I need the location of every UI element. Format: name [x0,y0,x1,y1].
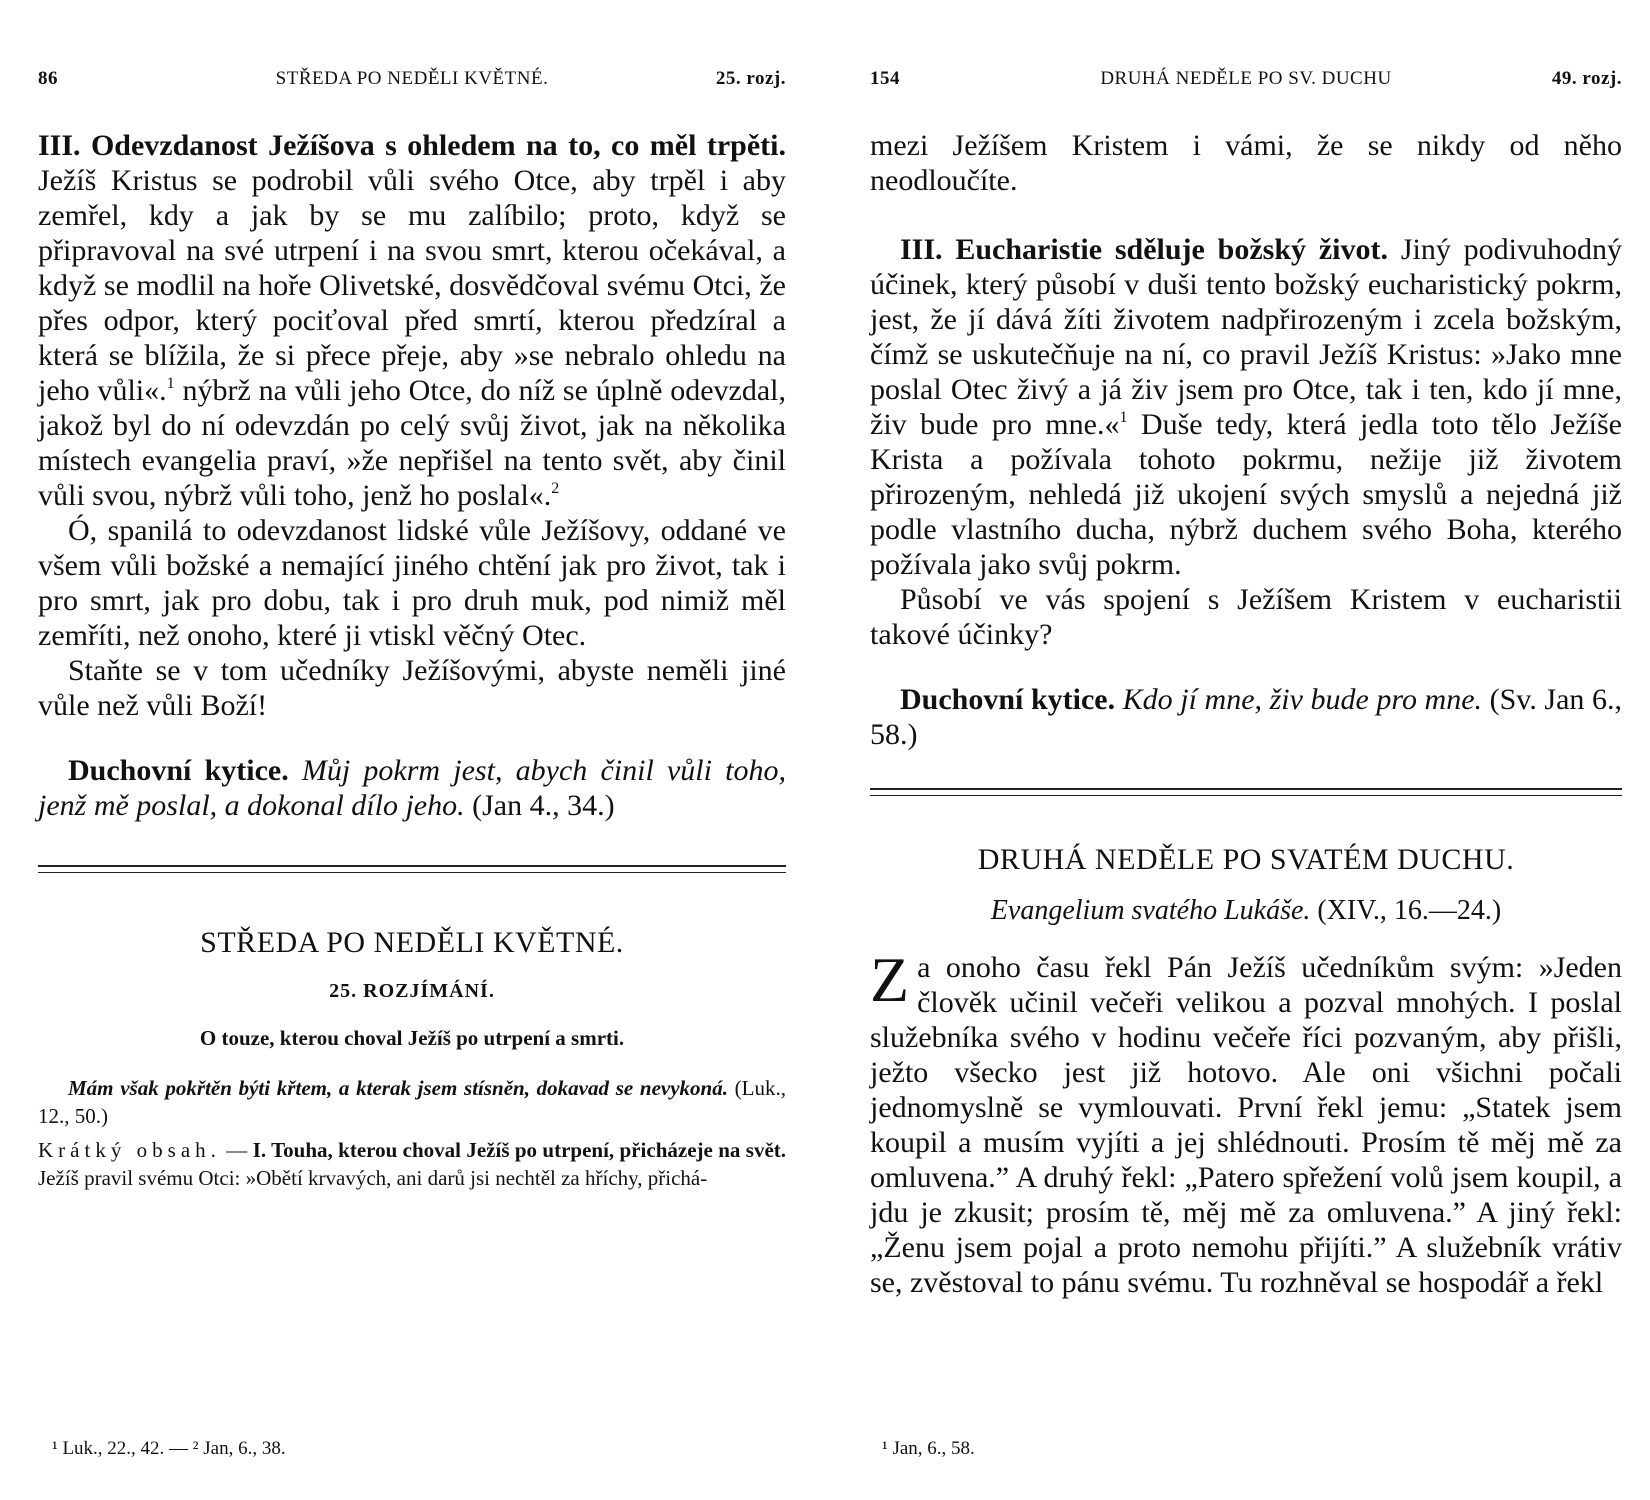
gospel-ref: (XIV., 16.—24.) [1310,895,1502,926]
footnotes: ¹ Luk., 22., 42. — ² Jan, 6., 38. [52,1438,286,1459]
page-body [870,128,1622,1300]
gospel-heading [870,893,1622,928]
chapter-title: STŘEDA PO NEDĚLI KVĚTNÉ. [200,926,624,959]
section-divider [38,865,786,873]
page-number: 154 [870,68,900,89]
meditation-ref: 49. rozj. [1551,68,1622,89]
continuation-paragraph: mezi Ježíšem Kristem i vámi, že se nikdy od něho neodloučíte. [870,129,1622,197]
footnote-marker: 1 [1119,409,1128,426]
page-header [38,68,786,92]
epigraph-ref: (Luk., 12., 50.) [38,1076,786,1128]
summary-heading: I. Touha, kterou choval Ježíš po utrpení, přicházeje na svět. [252,1138,787,1162]
spiritual-bouquet [38,753,786,823]
meditation-ref: 25. rozj. [715,68,786,89]
bouquet-label: Duchovní kytice. [68,754,289,787]
paragraph-text: Duše tedy, která jedla toto tělo Ježíše Krista a požívala tohoto pokrmu, nežije již životem přirozeným, nehledá již ukojení svých smyslů a nejedná již podle vlastního ducha, nýbrž duchem svého Boha, kterého požívala jako svůj pokrm. [870,408,1622,581]
footnote-marker: 2 [551,480,560,497]
right-page [870,0,1622,1500]
left-page [38,0,786,1500]
page-body [38,128,786,1192]
page-header [870,68,1622,92]
bouquet-ref: (Jan 4., 34.) [464,789,615,822]
footnote-marker: 1 [166,375,175,392]
paragraph-text: Jiný podivuhodný účinek, který působí v duši tento božský eucharistický pokrm, jest, že jí dává žíti životem nadpřirozeným i zcela božským, čímž se uskutečňuje na ní, co pravil Ježíš Kristus: »Jako mne poslal Otec živý a já živ jsem pro Otce, tak i ten, kdo jí mne, živ bude pro mne.« [870,233,1622,441]
gospel-title: Evangelium svatého Lukáše. [990,895,1311,926]
summary [38,1136,786,1192]
paragraph: Působí ve vás spojení s Ježíšem Kristem v eucharistii takové účinky? [870,583,1622,651]
paragraph: Staňte se v tom učedníky Ježíšovými, abyste neměli jiné vůle než vůli Boží! [38,654,786,722]
epigraph-text: Mám však pokřtěn býti křtem, a kterak jsem stísněn, dokavad se nevykoná. [68,1076,728,1100]
paragraph: Ó, spanilá to odevzdanost lidské vůle Ježíšovy, oddané ve všem vůli božské a nemající jiného chtění jak pro život, tak i pro smrt, jak pro dobu, tak i pro druh muk, pod nimiž měl zemříti, než onoho, které ji vtiskl věčný Otec. [38,514,786,652]
bouquet-ref: (Sv. Jan 6., 58.) [870,683,1622,751]
gospel-body: a onoho času řekl Pán Ježíš učedníkům svým: »Jeden člověk učinil večeři velikou a pozval mnohých. I poslal služebníka svého v hodinu večeře říci pozvaným, aby přišli, ježto všecko jest již hotovo. Ale oni všichni počali jednomyslně se vymlouvati. První řekl jemu: „Statek jsem koupil a musím vyjíti a jej shlédnouti. Prosím tě měj mě za omluvena.” A druhý řekl: „Patero spřežení volů jsem koupil, a jdu je zkusit; prosím tě, měj mě za omluvena.” A jiný řekl: „Ženu jsem pojal a proto nemohu přijíti.” A služebník vrátiv se, zvěstoval to pánu svému. Tu rozhněval se hospodář a řekl [870,951,1622,1299]
spiritual-bouquet [870,682,1622,752]
section-iii-paragraph [870,232,1622,582]
gospel-text [870,944,1622,1300]
summary-dash: — [220,1138,253,1162]
bouquet-text: Kdo jí mne, živ bude pro mne. [1115,683,1483,716]
paragraph-text: nýbrž na vůli jeho Otce, do níž se úplně odevzdal, jakož byl do ní odevzdán po celý svůj život, jak na několika místech evangelia praví, »že nepřišel na tento svět, aby činil vůli svou, nýbrž vůli toho, jenž ho poslal«. [38,374,786,512]
footnotes: ¹ Jan, 6., 58. [882,1438,975,1459]
bouquet-text: Můj pokrm jest, abych činil vůli toho, jenž mě poslal, a dokonal dílo jeho. [38,754,786,822]
bouquet-label: Duchovní kytice. [900,683,1116,716]
section-heading: III. Odevzdanost Ježíšova s ohledem na to, co měl trpěti. [38,129,786,162]
meditation-number: 25. ROZJÍMÁNÍ. [329,980,495,1002]
section-iii-paragraph [38,128,786,513]
page-number: 86 [38,68,58,89]
paragraph-text: Ježíš Kristus se podrobil vůli svého Otce, aby trpěl i aby zemřel, kdy a jak by se mu zalíbilo; proto, když se připravoval na své utrpení i na svou smrt, kterou očekával, a když se modlil na hoře Olivetské, dosvědčoval svému Otci, že přes odpor, který pociťoval před smrtí, kterou předzíral a která se blížila, že si přece přeje, aby »se nebralo ohledu na jeho vůli«. [38,164,786,407]
summary-label: Krátký obsah. [38,1138,221,1162]
running-title: DRUHÁ NEDĚLE PO SV. DUCHU [1100,68,1392,89]
running-title: STŘEDA PO NEDĚLI KVĚTNÉ. [275,68,549,89]
epigraph [38,1074,786,1130]
section-heading: III. Eucharistie sděluje božský život. [900,233,1388,266]
chapter-title: DRUHÁ NEDĚLE PO SVATÉM DUCHU. [977,843,1515,876]
meditation-topic: O touze, kterou choval Ježíš po utrpení a smrti. [199,1026,625,1050]
drop-cap: Z [870,944,910,1015]
summary-text: Ježíš pravil svému Otci: »Obětí krvavých, ani darů jsi nechtěl za hříchy, přichá- [38,1166,708,1190]
section-divider [870,788,1622,796]
